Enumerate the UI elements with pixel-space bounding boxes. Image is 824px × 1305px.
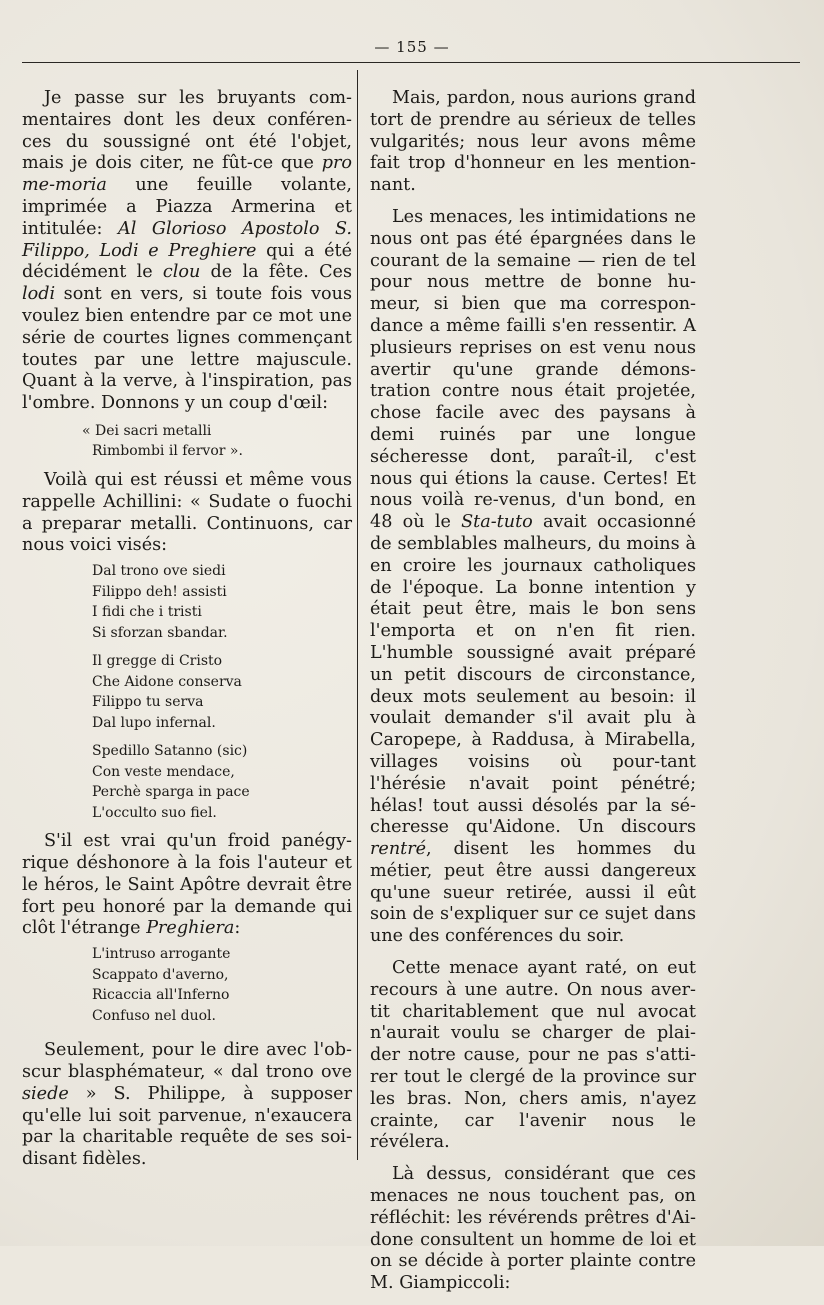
paragraph: Là dessus, considérant que ces menaces ne nous touchent pas, on réfléchit: les révérends prêtres d'Ai-done consultent un homme de loi et on se décide à porter plainte contre M. Giampiccoli: [370,1164,696,1294]
text: : [234,918,241,939]
verse-line: Perchè sparga in pace [92,784,250,801]
text: , disent les hommes du métier, peut être aussi dangereux qu'une sueur retirée, aussi il eût soin de s'expliquer sur ce sujet dans une des conférences du soir. [370,839,696,947]
verse-line: L'occulto suo fiel. [92,804,217,821]
verse-line: Filippo deh! assisti [92,583,227,600]
verse-quote [82,421,352,462]
paragraph: Voilà qui est réussi et même vous rappelle Achillini: « Sudate o fuochi a preparar metalli. Continuons, car nous voici visés: [22,469,352,556]
left-column [22,88,352,1175]
paragraph [370,207,696,948]
paragraph [22,831,352,940]
verse-line: L'intruso arrogante [92,946,231,963]
italic-title: Al Glorioso Apostolo S. Filippo, Lodi e Preghiere [22,218,353,261]
text: Seulement, pour le dire avec l'ob-scur blasphémateur, « dal trono ove [22,1040,352,1082]
verse-line: Ricaccia all'Inferno [92,987,230,1004]
text: une feuille volante, imprimée a Piazza Armerina et intitulée: [22,175,352,239]
page-number: — 155 — [374,38,450,56]
verse-line: Dal trono ove siedi [92,563,226,580]
verse-line: Si sforzan sbandar. [92,624,228,641]
italic-text: Sta-tuto [461,512,533,533]
text: de la fête. Ces [200,262,352,283]
paragraph [22,88,352,415]
paragraph: Mais, pardon, nous aurions grand tort de prendre au sérieux de telles vulgarités; nous leur avons même fait trop d'honneur en les mention-nant. [370,88,696,196]
verse-stanza [92,741,352,823]
verse-line: Scappato d'averno, [92,966,229,983]
verse-line: Filippo tu serva [92,694,204,711]
verse-line: Spedillo Satanno (sic) [92,743,248,760]
italic-text: siede [22,1083,69,1104]
verse-line: Rimbombi il fervor ». [92,443,243,460]
verse-stanza [92,944,352,1026]
verse-line: « Dei sacri metalli [82,422,212,439]
header-rule [22,62,800,63]
text: » S. Philippe, à supposer qu'elle lui soit parvenue, n'exaucera par la charitable requête de ses soi-disant fidèles. [22,1083,352,1170]
verse-line: Il gregge di Cristo [92,653,223,670]
verse-line: Dal lupo infernal. [92,714,216,731]
verse-stanza [92,651,352,733]
column-divider [357,70,358,1160]
italic-text: clou [162,262,201,283]
text: Les menaces, les intimidations ne nous ont pas été épargnées dans le courant de la semaine — rien de tel pour nous mettre de bonne hu-meur, si bien que ma correspon-dance a même failli s'en ressentir. A plusieurs reprises on est venu nous avertir qu'une grande démons-tration contre nous était projetée, chose facile avec des paysans à demi ruinés par une longue sécheresse dont, paraît-il, c'est nous qui étions la cause. Certes! Et nous voilà re-venus, d'un bond, en 48 où le [370,206,696,533]
italic-text: pro me-moria [22,153,352,196]
italic-text: Preghiera [146,918,235,939]
paragraph [22,1040,352,1171]
italic-text: rentré [370,839,427,860]
verse-line: Confuso nel duol. [92,1007,216,1024]
right-column [370,88,696,1305]
verse-line: Con veste mendace, [92,763,235,780]
text: avait occasionné de semblables malheurs, du moins à en croire les journaux catholiques de l'époque. La bonne intention y était peut être, mais le bon sens l'emporta et on n'en fit rien. L'humble soussigné avait préparé un petit discours de circonstance, deux mots seulement au besoin: il voulait demander s'il avait plu à Caropepe, à Raddusa, à Mirabella, villages voisins où pour-tant l'hérésie n'avait point pénétré; hélas! tout aussi désolés par la sé-cheresse qu'Aidone. Un discours [370,512,696,838]
text: S'il est vrai qu'un froid panégy-rique déshonore à la fois l'auteur et le héros, le Saint Apôtre devrait être fort peu honoré par la demande qui clôt l'étrange [22,831,352,939]
paragraph: Cette menace ayant raté, on eut recours à une autre. On nous aver-tit charitablement que nul avocat n'aurait voulu se charger de plai-der notre cause, pour ne pas s'atti-rer tout le clergé de la province sur les bras. Non, chers amis, n'ayez crainte, car l'avenir nous le révélera. [370,958,696,1153]
text: sont en vers, si toute fois vous voulez bien entendre par ce mot une série de courtes lignes commençant toutes par une lettre majuscule. Quant à la verve, à l'inspiration, pas l'ombre. Donnons y un coup d'œil: [22,284,352,414]
text: Je passe sur les bruyants com-mentaires dont les deux conféren-ces du soussigné ont été l'objet, mais je dois citer, ne fût-ce que [22,88,352,174]
text: qui a été décidément le [22,240,352,283]
verse-stanza [92,561,352,643]
verse-line: Che Aidone conserva [92,673,242,690]
italic-text: lodi [22,284,56,305]
verse-line: I fidi che i tristi [92,604,202,621]
